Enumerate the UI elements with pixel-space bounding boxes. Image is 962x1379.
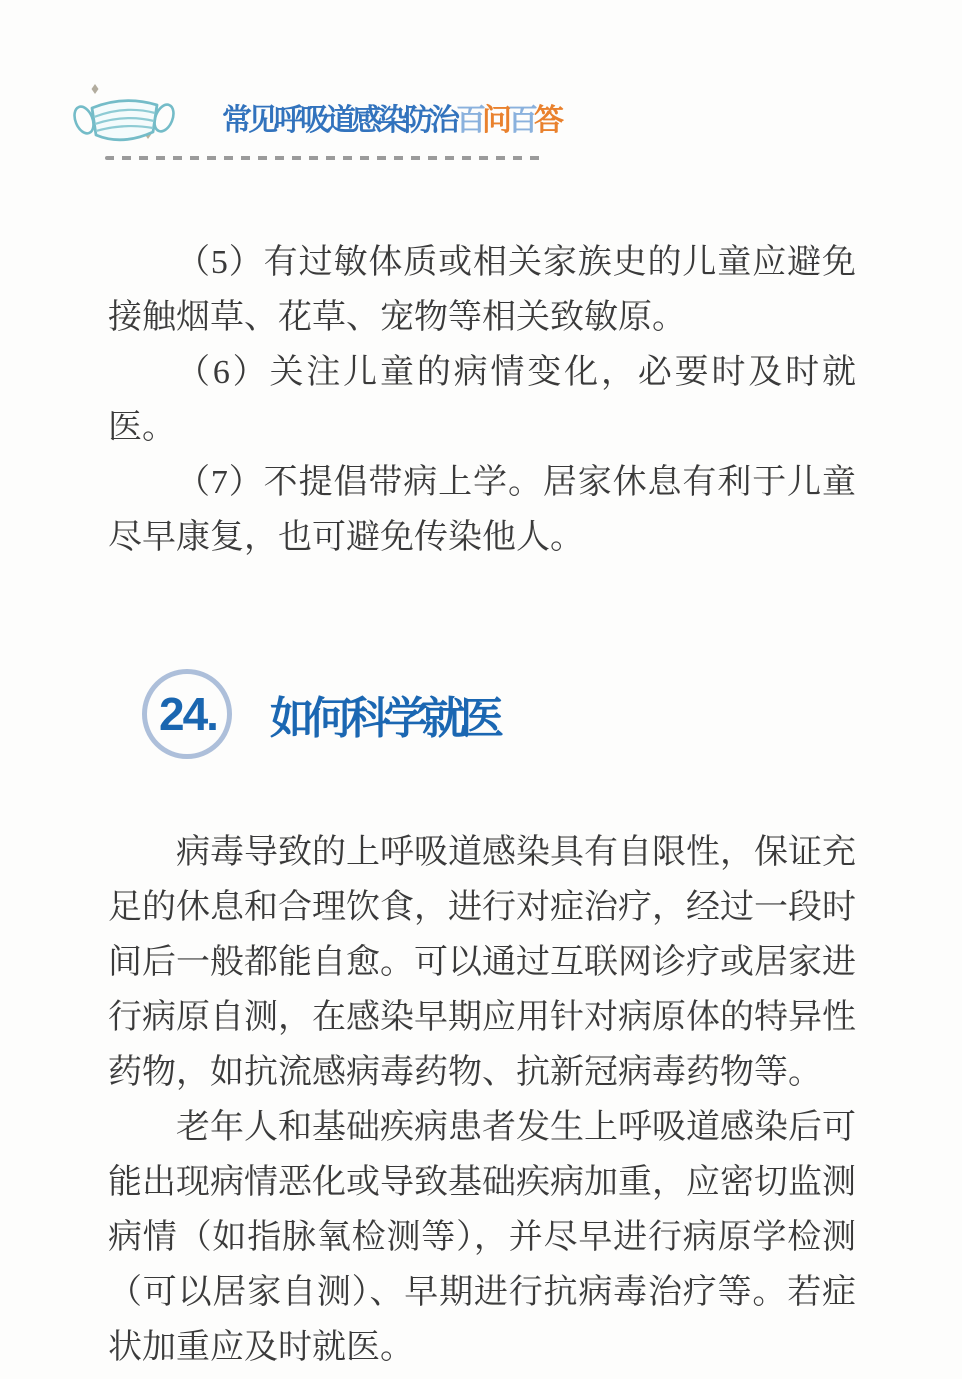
paragraph-item-7: （7）不提倡带病上学。居家休息有利于儿童尽早康复，也可避免传染他人。 — [108, 464, 856, 556]
paragraph-virus-selflimiting: 病毒导致的上呼吸道感染具有自限性，保证充足的休息和合理饮食，进行对症治疗，经过一段时间后一般都能自愈。可以通过互联网诊疗或居家进行病原自测，在感染早期应用针对病原体的特异性药物，如抗流感病毒药物、抗新冠病毒药物等。 — [108, 834, 856, 1091]
book-title — [222, 102, 560, 140]
paragraph-item-6: （6）关注儿童的病情变化，必要时及时就医。 — [108, 354, 856, 446]
section-number: 24. — [159, 688, 217, 740]
paragraph-item-5: （5）有过敏体质或相关家族史的儿童应避免接触烟草、花草、宠物等相关致敏原。 — [108, 244, 856, 336]
book-title-char: 百 — [508, 104, 534, 137]
page-content — [108, 235, 856, 1375]
section-title: 如何科学就医 — [270, 694, 498, 743]
book-title-main: 常见呼吸道感染防治 — [222, 104, 456, 137]
header-dashed-divider — [105, 156, 546, 160]
section-heading — [142, 668, 856, 760]
book-title-char: 答 — [534, 104, 560, 137]
section-number-circle — [142, 669, 232, 759]
sparkle-icon — [92, 84, 99, 94]
paragraph-elderly-risk: 老年人和基础疾病患者发生上呼吸道感染后可能出现病情恶化或导致基础疾病加重，应密切监测病情（如指脉氧检测等），并尽早进行病原学检测（可以居家自测）、早期进行抗病毒治疗等。若症状加重应及时就医。 — [108, 1109, 856, 1366]
book-title-char: 问 — [482, 104, 508, 137]
book-title-char: 百 — [456, 104, 482, 137]
